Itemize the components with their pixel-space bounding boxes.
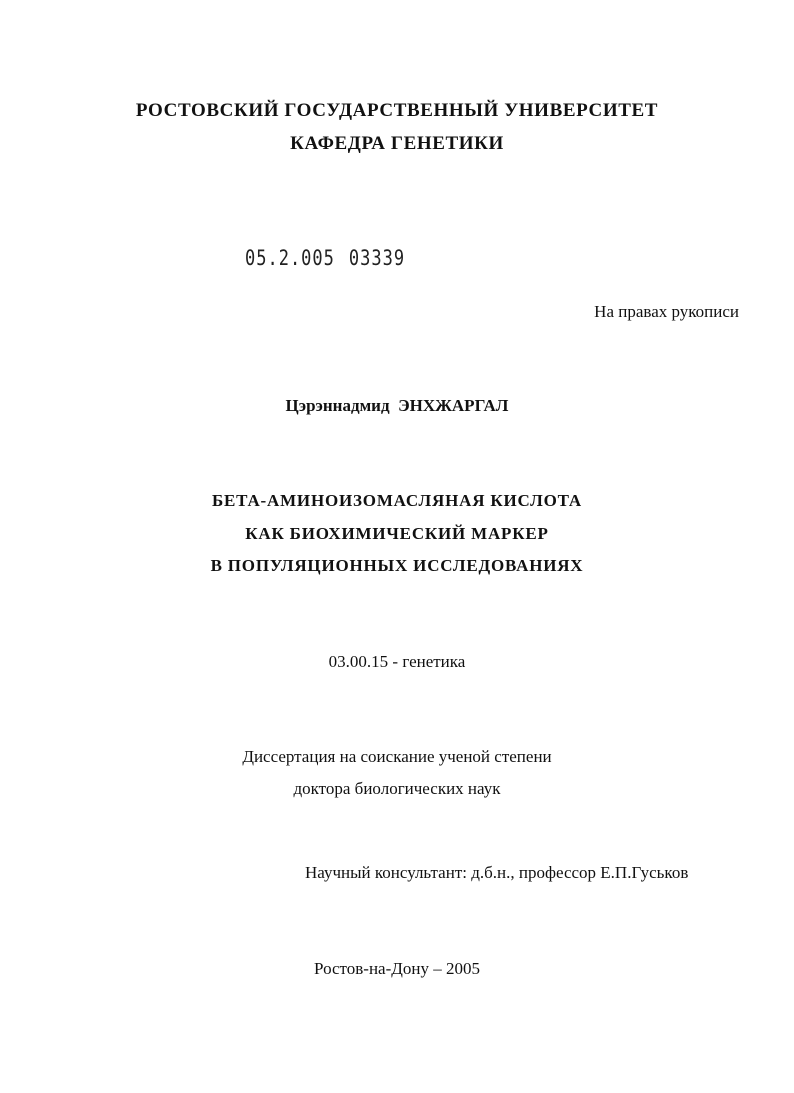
place-and-year: Ростов-на-Дону – 2005 <box>314 959 480 978</box>
scientific-consultant: Научный консультант: д.б.н., профессор Е.П.Гуськов <box>305 863 689 882</box>
specialty-code: 03.00.15 - генетика <box>328 652 466 671</box>
thesis-title-line-2: КАК БИОХИМИЧЕСКИЙ МАРКЕР <box>245 524 549 543</box>
library-stamp <box>245 246 405 271</box>
degree-line-2: доктора биологических наук <box>293 779 501 798</box>
stamp-number: 03339 <box>348 246 406 271</box>
degree-line-1: Диссертация на соискание ученой степени <box>242 747 552 766</box>
department-name: КАФЕДРА ГЕНЕТИКИ <box>290 133 504 154</box>
author-name <box>0 396 794 416</box>
author-given-name: Цэрэннадмид <box>285 396 390 415</box>
stamp-date: 05.2.005 <box>245 246 335 271</box>
university-name: РОСТОВСКИЙ ГОСУДАРСТВЕННЫЙ УНИВЕРСИТЕТ <box>135 100 659 121</box>
thesis-title-line-3: В ПОПУЛЯЦИОННЫХ ИССЛЕДОВАНИЯХ <box>210 556 584 575</box>
author-family-name: ЭНХЖАРГАЛ <box>398 396 509 415</box>
thesis-title-line-1: БЕТА-АМИНОИЗОМАСЛЯНАЯ КИСЛОТА <box>212 491 582 510</box>
manuscript-note: На правах рукописи <box>594 302 739 321</box>
